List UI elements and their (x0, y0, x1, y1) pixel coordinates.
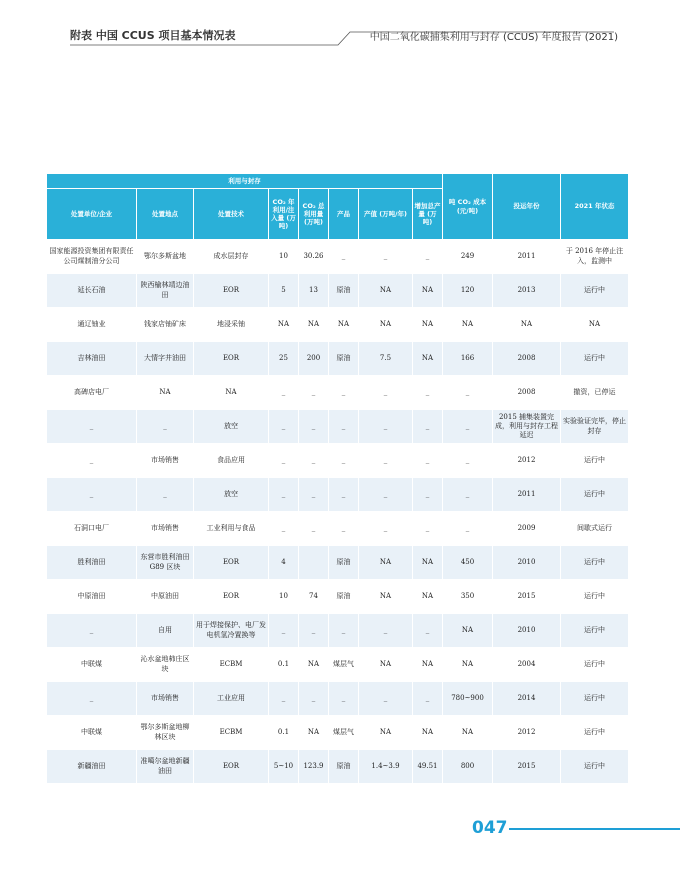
table-cell: 249 (443, 240, 493, 274)
table-cell: NA (359, 648, 413, 682)
table-cell: 鄂尔多斯盆地 (137, 240, 194, 274)
table-cell: 350 (443, 580, 493, 614)
table-cell: 运行中 (561, 750, 629, 784)
table-cell: 49.51 (413, 750, 443, 784)
table-cell: ECBM (194, 716, 269, 750)
table-cell: 大情字井油田 (137, 342, 194, 376)
table-cell: 0.1 (269, 648, 299, 682)
table-cell: _ (47, 478, 137, 512)
table-cell: 撤资，已停运 (561, 376, 629, 410)
table-cell: 放空 (194, 410, 269, 444)
table-cell: NA (329, 308, 359, 342)
table-cell: 用于焊接保护、电厂发电机氢冷置换等 (194, 614, 269, 648)
ccus-project-table (46, 173, 628, 784)
col-header-annual-injection: CO₂ 年利用/注入量 (万吨) (269, 189, 299, 240)
table-cell: 成水层封存 (194, 240, 269, 274)
table-cell: _ (299, 376, 329, 410)
table-row (47, 512, 629, 546)
table-cell: _ (359, 512, 413, 546)
table-cell: _ (443, 444, 493, 478)
table-cell: 工业应用 (194, 682, 269, 716)
table-cell: _ (413, 240, 443, 274)
table-cell: 5 (269, 274, 299, 308)
col-header-site: 处置地点 (137, 189, 194, 240)
table-cell: _ (359, 376, 413, 410)
table-cell: _ (329, 240, 359, 274)
table-cell: _ (359, 410, 413, 444)
table-cell: NA (443, 716, 493, 750)
table-cell: EOR (194, 274, 269, 308)
table-cell: 通辽铀业 (47, 308, 137, 342)
table-row (47, 444, 629, 478)
table-cell: 原油 (329, 750, 359, 784)
table-cell: _ (299, 512, 329, 546)
group-header-utilization-storage: 利用与封存 (47, 174, 443, 189)
table-cell: 运行中 (561, 546, 629, 580)
table-cell: _ (359, 240, 413, 274)
table-cell: 运行中 (561, 342, 629, 376)
table-cell: NA (359, 580, 413, 614)
table-cell: 煤层气 (329, 716, 359, 750)
table-cell: _ (359, 682, 413, 716)
table-cell: 13 (299, 274, 329, 308)
table-cell: _ (413, 614, 443, 648)
header-left-title: 附表 中国 CCUS 项目基本情况表 (70, 29, 236, 42)
col-header-added-output: 增加总产量 (万吨) (413, 189, 443, 240)
table-cell: _ (359, 444, 413, 478)
table-cell: NA (561, 308, 629, 342)
table-cell: 自用 (137, 614, 194, 648)
table-cell: NA (359, 274, 413, 308)
table-cell: 2011 (493, 478, 561, 512)
table-cell: _ (269, 444, 299, 478)
col-header-output-value: 产值 (万吨/年) (359, 189, 413, 240)
table-cell: EOR (194, 750, 269, 784)
table-cell: _ (47, 410, 137, 444)
table-cell: 2014 (493, 682, 561, 716)
table-cell: 2015 (493, 580, 561, 614)
table-cell: NA (269, 308, 299, 342)
table-cell: NA (413, 308, 443, 342)
table-cell: 吉林油田 (47, 342, 137, 376)
table-cell: NA (299, 308, 329, 342)
table-row (47, 750, 629, 784)
table-cell: 原油 (329, 580, 359, 614)
table-cell: _ (413, 410, 443, 444)
table-cell: _ (329, 682, 359, 716)
table-cell: _ (329, 512, 359, 546)
table-cell: 运行中 (561, 716, 629, 750)
col-header-unit: 处置单位/企业 (47, 189, 137, 240)
table-cell: NA (137, 376, 194, 410)
table-cell: _ (137, 478, 194, 512)
table-cell: 新疆油田 (47, 750, 137, 784)
col-header-technology: 处置技术 (194, 189, 269, 240)
table-cell: 鄂尔多斯盆地柳林区块 (137, 716, 194, 750)
table-cell: NA (443, 308, 493, 342)
table-cell: _ (299, 682, 329, 716)
table-cell: _ (47, 444, 137, 478)
table-cell: NA (413, 716, 443, 750)
table-cell: _ (443, 478, 493, 512)
table-cell: _ (359, 614, 413, 648)
header-rule (0, 0, 680, 50)
table-cell: 800 (443, 750, 493, 784)
header-right-title: 中国二氧化碳捕集利用与封存 (CCUS) 年度报告 (2021) (369, 32, 618, 43)
table-cell: 煤层气 (329, 648, 359, 682)
table-cell: 7.5 (359, 342, 413, 376)
table-cell: NA (443, 648, 493, 682)
table-cell: _ (413, 444, 443, 478)
table-body (47, 240, 629, 784)
table-cell: 120 (443, 274, 493, 308)
table-cell: 运行中 (561, 444, 629, 478)
table-cell: _ (269, 376, 299, 410)
table-cell: 市场销售 (137, 682, 194, 716)
table-cell: 运行中 (561, 580, 629, 614)
table-cell: 166 (443, 342, 493, 376)
table-cell: 沁水盆地柿庄区块 (137, 648, 194, 682)
col-header-total-utilization: CO₂ 总利用量 (万吨) (299, 189, 329, 240)
table-cell: 地浸采铀 (194, 308, 269, 342)
table-cell: NA (194, 376, 269, 410)
table-row (47, 546, 629, 580)
col-header-product: 产品 (329, 189, 359, 240)
table-cell: _ (299, 444, 329, 478)
table-row (47, 410, 629, 444)
table-cell: _ (413, 376, 443, 410)
table-cell: 运行中 (561, 274, 629, 308)
table-cell: NA (443, 614, 493, 648)
table-row (47, 580, 629, 614)
table-cell: NA (299, 648, 329, 682)
table-cell: 中原油田 (137, 580, 194, 614)
table-cell (299, 546, 329, 580)
table-cell: _ (47, 614, 137, 648)
table-cell: 2011 (493, 240, 561, 274)
table-cell: _ (299, 410, 329, 444)
table-cell: 运行中 (561, 478, 629, 512)
table-cell: 2012 (493, 716, 561, 750)
table-cell: 74 (299, 580, 329, 614)
table-cell: 原油 (329, 274, 359, 308)
table-cell: ECBM (194, 648, 269, 682)
table-row (47, 308, 629, 342)
table-cell: _ (137, 410, 194, 444)
table-cell: 450 (443, 546, 493, 580)
page-number: 047 (472, 818, 508, 838)
table-group-header-row (47, 174, 629, 189)
table-cell: 中原油田 (47, 580, 137, 614)
table-cell: _ (329, 614, 359, 648)
table-cell: 原油 (329, 342, 359, 376)
table-cell: 放空 (194, 478, 269, 512)
table-cell: 东营市胜利油田 G89 区块 (137, 546, 194, 580)
table-cell: 实验验证完毕，停止封存 (561, 410, 629, 444)
table-cell: 2010 (493, 614, 561, 648)
table-cell: _ (413, 478, 443, 512)
table-cell: 2013 (493, 274, 561, 308)
page-number-rule (509, 828, 680, 830)
table-cell: _ (413, 512, 443, 546)
table-cell: 2010 (493, 546, 561, 580)
table-cell: 胜利油田 (47, 546, 137, 580)
table-cell: 2004 (493, 648, 561, 682)
table-cell: _ (329, 376, 359, 410)
table-cell: 市场销售 (137, 512, 194, 546)
table-cell: _ (413, 682, 443, 716)
table-cell: 陕西榆林靖边油田 (137, 274, 194, 308)
table-cell: _ (299, 614, 329, 648)
table-cell: 780~900 (443, 682, 493, 716)
table-cell: EOR (194, 580, 269, 614)
table-cell: NA (413, 580, 443, 614)
table-row (47, 478, 629, 512)
table-cell: 于 2016 年停止注入，监测中 (561, 240, 629, 274)
table-cell: 4 (269, 546, 299, 580)
table-cell: _ (443, 512, 493, 546)
table-cell: _ (443, 410, 493, 444)
table-row (47, 716, 629, 750)
table-cell: 准噶尔盆地新疆油田 (137, 750, 194, 784)
table-cell: 运行中 (561, 614, 629, 648)
table-row (47, 376, 629, 410)
col-header-cost: 吨 CO₂ 成本 (元/吨) (443, 174, 493, 240)
col-header-status: 2021 年状态 (561, 174, 629, 240)
table-cell: 200 (299, 342, 329, 376)
table-cell: NA (359, 546, 413, 580)
table-cell: 钱家店铀矿床 (137, 308, 194, 342)
table-cell: 30.26 (299, 240, 329, 274)
table-cell: 运行中 (561, 682, 629, 716)
table-cell: 2015 捕集装置完成，利用与封存工程延迟 (493, 410, 561, 444)
table-row (47, 342, 629, 376)
table-row (47, 682, 629, 716)
table-cell: 5~10 (269, 750, 299, 784)
table-cell: EOR (194, 342, 269, 376)
table-cell: _ (299, 478, 329, 512)
table-cell: NA (413, 648, 443, 682)
table-cell: NA (413, 546, 443, 580)
table-row (47, 614, 629, 648)
table-cell: 0.1 (269, 716, 299, 750)
table-cell: 市场销售 (137, 444, 194, 478)
table-cell: 间歇式运行 (561, 512, 629, 546)
table-cell: _ (329, 478, 359, 512)
table-cell: 工业利用与食品 (194, 512, 269, 546)
table-cell: 中联煤 (47, 716, 137, 750)
table-cell: NA (413, 342, 443, 376)
table-cell: NA (359, 308, 413, 342)
table-cell: _ (329, 444, 359, 478)
table-cell: _ (269, 614, 299, 648)
table-cell: NA (359, 716, 413, 750)
table-cell: 2009 (493, 512, 561, 546)
table-cell: NA (413, 274, 443, 308)
table-cell: 2008 (493, 376, 561, 410)
table-row (47, 240, 629, 274)
table-cell: 延长石油 (47, 274, 137, 308)
table-cell: _ (269, 512, 299, 546)
table-cell: 1.4~3.9 (359, 750, 413, 784)
table-cell: 2008 (493, 342, 561, 376)
table-cell: NA (299, 716, 329, 750)
table-cell: _ (47, 682, 137, 716)
table-cell: 2012 (493, 444, 561, 478)
table-row (47, 274, 629, 308)
table-cell: 原油 (329, 546, 359, 580)
table-cell: _ (269, 478, 299, 512)
table-cell: NA (493, 308, 561, 342)
table-cell: 石洞口电厂 (47, 512, 137, 546)
table-row (47, 648, 629, 682)
col-header-year: 投运年份 (493, 174, 561, 240)
table-cell: _ (359, 478, 413, 512)
table-cell: 123.9 (299, 750, 329, 784)
table-cell: _ (269, 410, 299, 444)
table-cell: _ (269, 682, 299, 716)
table-cell: 国家能源投资集团有限责任公司煤制油分公司 (47, 240, 137, 274)
table-cell: 中联煤 (47, 648, 137, 682)
table-cell: 10 (269, 240, 299, 274)
table-cell: 食品应用 (194, 444, 269, 478)
table-cell: EOR (194, 546, 269, 580)
table-cell: 运行中 (561, 648, 629, 682)
table-cell: 高碑店电厂 (47, 376, 137, 410)
table-cell: _ (329, 410, 359, 444)
table-cell: 2015 (493, 750, 561, 784)
table-cell: 25 (269, 342, 299, 376)
table-cell: 10 (269, 580, 299, 614)
table-cell: _ (443, 376, 493, 410)
